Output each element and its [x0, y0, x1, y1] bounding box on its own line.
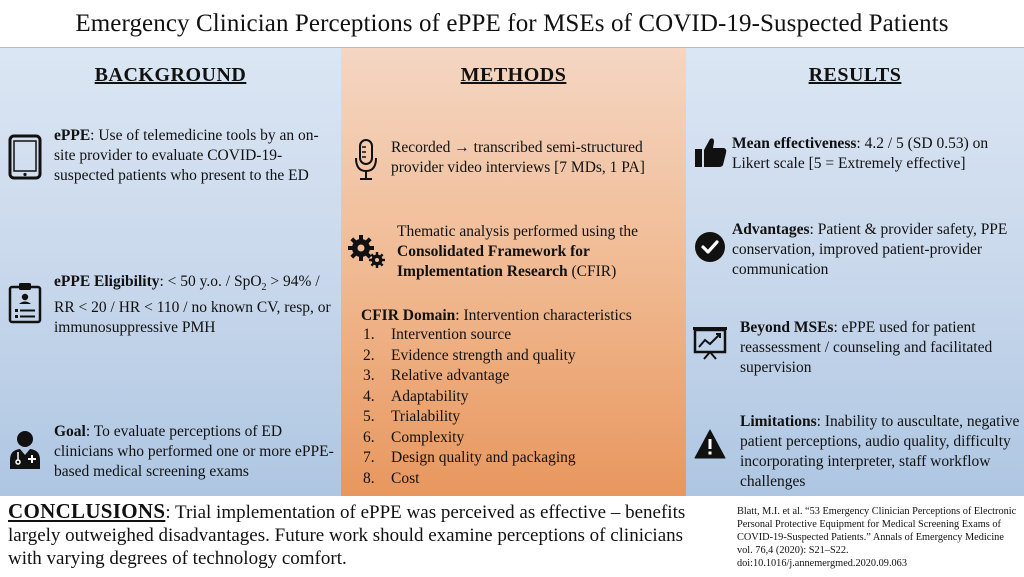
- list-item: 3. Relative advantage: [363, 367, 510, 384]
- conclusion-text: CONCLUSIONS: Trial implementation of ePPE was perceived as effective – benefits largely outweighed disadvantages. Future work should examine perceptions of clinicians with varying degrees of technology comfort.: [8, 499, 686, 569]
- mean-effectiveness: Mean effectiveness: 4.2 / 5 (SD 0.53) on Likert scale [5 = Extremely effective]: [732, 135, 989, 172]
- list-item: 6. Complexity: [363, 428, 465, 446]
- list-item: 8. Cost: [363, 469, 420, 487]
- advantages: Advantages: Patient & provider safety, PPE conservation, improved patient-provider communication: [732, 221, 1008, 278]
- cfir-label: Consolidated Framework for Implementation Research: [397, 243, 590, 280]
- list-item: 4. Adaptability: [363, 387, 469, 405]
- cfir-items-list: [363, 325, 663, 489]
- eligibility-label: ePPE Eligibility: [54, 273, 160, 290]
- methods-heading: METHODS: [460, 64, 567, 86]
- goal-label: Goal: [54, 423, 86, 440]
- thematic-analysis: Thematic analysis performed using the Consolidated Framework for Implementation Research (CFIR): [397, 223, 639, 280]
- results-heading: RESULTS: [808, 64, 902, 86]
- warning-icon: [694, 429, 726, 464]
- list-item: 5. Trialability: [363, 408, 461, 425]
- conclusion-section: [0, 496, 1024, 577]
- limitations-label: Limitations: [740, 413, 817, 430]
- conclusion-label: CONCLUSIONS: [8, 499, 166, 523]
- domain-label: CFIR Domain: [361, 307, 456, 324]
- limitations: Limitations: Inability to auscultate, negative patient perceptions, audio quality, difficulty incorporating interpreter, staff workflow challenges: [740, 413, 1020, 490]
- presentation-chart-icon: [692, 326, 728, 365]
- background-column: [0, 48, 341, 496]
- goal-statement: Goal: To evaluate perceptions of ED clinicians who performed one or more ePPE-based medical screening exams: [54, 423, 334, 480]
- thumbs-up-icon: [694, 136, 728, 173]
- interviews-text: Recorded → transcribed semi-structured provider video interviews [7 MDs, 1 PA]: [391, 139, 645, 176]
- advantages-label: Advantages: [732, 221, 810, 238]
- check-circle-icon: [694, 231, 726, 268]
- microphone-icon: [353, 138, 379, 187]
- background-heading: BACKGROUND: [94, 64, 247, 86]
- citation: Blatt, M.I. et al. “53 Emergency Clinician Perceptions of Electronic Personal Protective Equipment for Medical Screening Exams of COVID-19-Suspected Patients.” Annals of Emergency Medicine vol. 76,4 (2020): S21–S22. doi:10.1016/j.annemergmed.2020.09.063: [737, 506, 1017, 569]
- clipboard-icon: [8, 282, 42, 329]
- beyond-mses: Beyond MSEs: ePPE used for patient reassessment / counseling and facilitated supervision: [740, 319, 993, 376]
- results-column: [686, 48, 1024, 496]
- list-item: 7. Design quality and packaging: [363, 449, 576, 466]
- cfir-domain: CFIR Domain: Intervention characteristics: [361, 307, 632, 324]
- eppe-text: : Use of telemedicine tools by an on-site provider to evaluate COVID-19-suspected patients who present to the ED: [54, 127, 319, 184]
- tablet-icon: [8, 134, 42, 185]
- doctor-icon: [8, 430, 42, 475]
- eppe-eligibility: ePPE Eligibility: < 50 y.o. / SpO$_2$ > 94% / RR < 20 / HR < 110 / no known CV, resp, or immunosuppressive PMH: [54, 273, 331, 337]
- gears-icon: [347, 234, 387, 275]
- eppe-label: ePPE: [54, 127, 91, 144]
- list-item: 1. Intervention source: [363, 326, 512, 343]
- eppe-definition: [54, 126, 338, 186]
- poster-title: Emergency Clinician Perceptions of ePPE for MSEs of COVID-19-Suspected Patients: [0, 0, 1024, 48]
- beyond-label: Beyond MSEs: [740, 319, 834, 336]
- mean-label: Mean effectiveness: [732, 135, 857, 152]
- list-item: 2. Evidence strength and quality: [363, 346, 576, 364]
- methods-column: [341, 48, 686, 496]
